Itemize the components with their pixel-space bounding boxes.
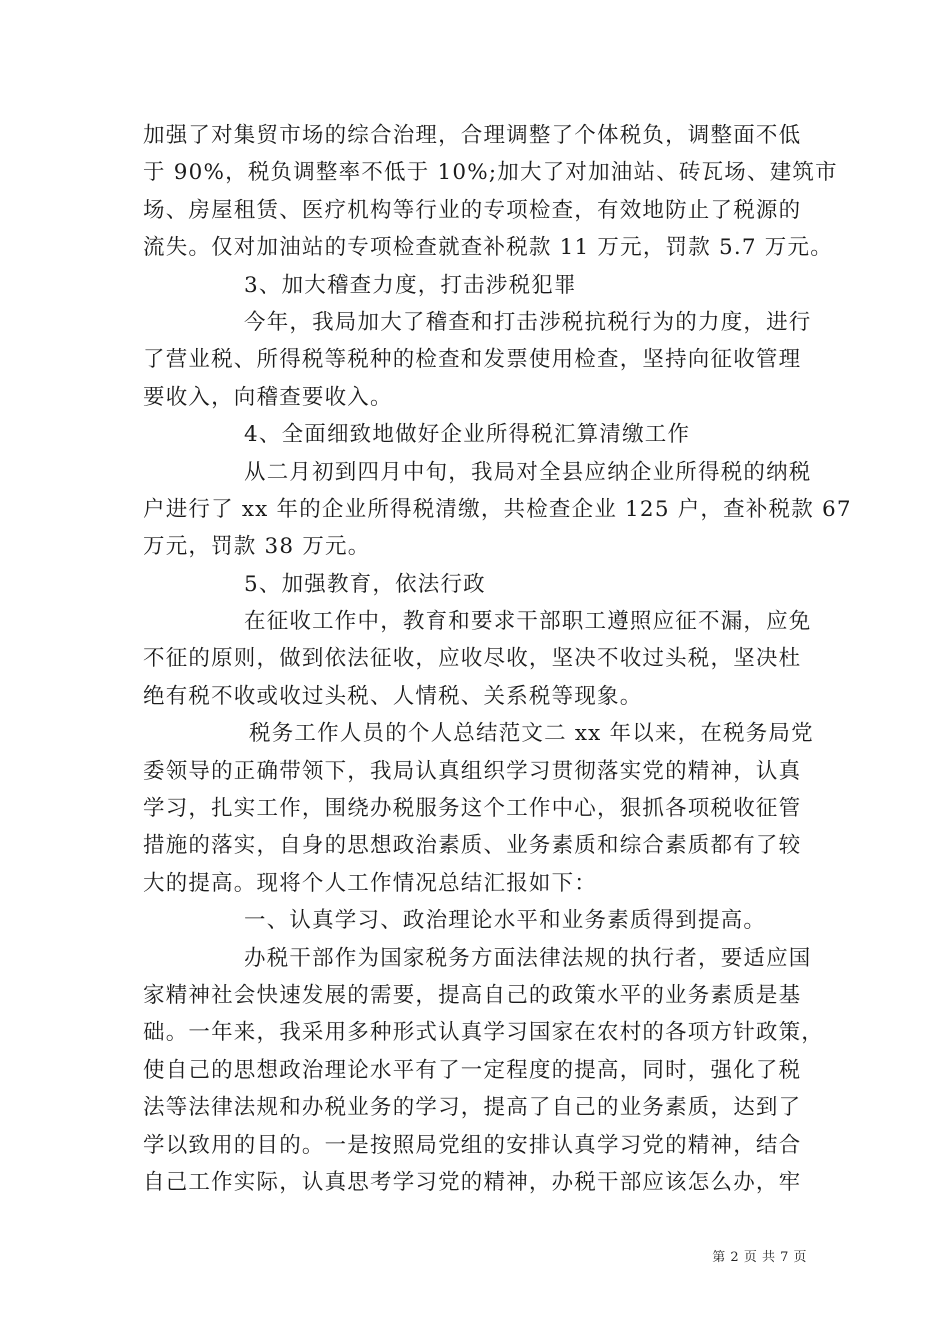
text-line: 措施的落实，自身的思想政治素质、业务素质和综合素质都有了较 [143, 833, 802, 859]
text-line: 从二月初到四月中旬，我局对全县应纳企业所得税的纳税 [244, 459, 812, 485]
text-line: 加强了对集贸市场的综合治理，合理调整了个体税负，调整面不低 [143, 123, 802, 148]
text-line: 学习，扎实工作，围绕办税服务这个工作中心，狠抓各项税收征管 [143, 796, 802, 822]
text-line: 法等法律法规和办税业务的学习，提高了自己的业务素质，达到了 [143, 1095, 802, 1121]
text-line: 场、房屋租赁、医疗机构等行业的专项检查，有效地防止了税源的 [143, 197, 802, 223]
text-line: 万元，罚款 38 万元。 [143, 534, 371, 560]
text-line: 税务工作人员的个人总结范文二 xx 年以来，在税务局党 [249, 721, 814, 747]
text-line: 家精神社会快速发展的需要，提高自己的政策水平的业务素质是基 [143, 982, 802, 1008]
text-line: 办税干部作为国家税务方面法律法规的执行者，要适应国 [244, 945, 812, 971]
document-body [143, 117, 852, 1201]
text-line: 流失。仅对加油站的专项检查就查补税款 11 万元，罚款 5.7 万元。 [143, 235, 833, 261]
text-line: 户进行了 xx 年的企业所得税清缴，共检查企业 125 户，查补税款 67 [143, 496, 852, 522]
text-line: 要收入，向稽查要收入。 [143, 384, 393, 410]
text-line: 了营业税、所得税等税种的检查和发票使用检查，坚持向征收管理 [143, 347, 802, 373]
text-line: 绝有税不收或收过头税、人情税、关系税等现象。 [143, 683, 643, 709]
text-line: 使自己的思想政治理论水平有了一定程度的提高，同时，强化了税 [143, 1057, 802, 1083]
section-heading: 4、全面细致地做好企业所得税汇算清缴工作 [244, 422, 691, 448]
page-number: 第 2 页 共 7 页 [712, 1250, 807, 1265]
text-line: 于 90%，税负调整率不低于 10%;加大了对加油站、砖瓦场、建筑市 [143, 160, 838, 186]
text-line: 学以致用的目的。一是按照局党组的安排认真学习党的精神，结合 [143, 1132, 802, 1158]
text-line: 础。一年来，我采用多种形式认真学习国家在农村的各项方针政策， [143, 1020, 825, 1046]
section-heading: 一、认真学习、政治理论水平和业务素质得到提高。 [244, 908, 767, 934]
text-line: 委领导的正确带领下，我局认真组织学习贯彻落实党的精神，认真 [143, 758, 802, 784]
text-line: 自己工作实际，认真思考学习党的精神，办税干部应该怎么办，牢 [143, 1169, 802, 1195]
section-heading: 3、加大稽查力度，打击涉税犯罪 [244, 272, 577, 298]
text-line: 今年，我局加大了稽查和打击涉税抗税行为的力度，进行 [244, 309, 812, 335]
text-line: 在征收工作中，教育和要求干部职工遵照应征不漏，应免 [244, 609, 812, 635]
text-line: 大的提高。现将个人工作情况总结汇报如下： [143, 870, 598, 896]
section-heading: 5、加强教育，依法行政 [244, 571, 486, 597]
text-line: 不征的原则，做到依法征收，应收尽收，坚决不收过头税，坚决杜 [143, 646, 802, 672]
